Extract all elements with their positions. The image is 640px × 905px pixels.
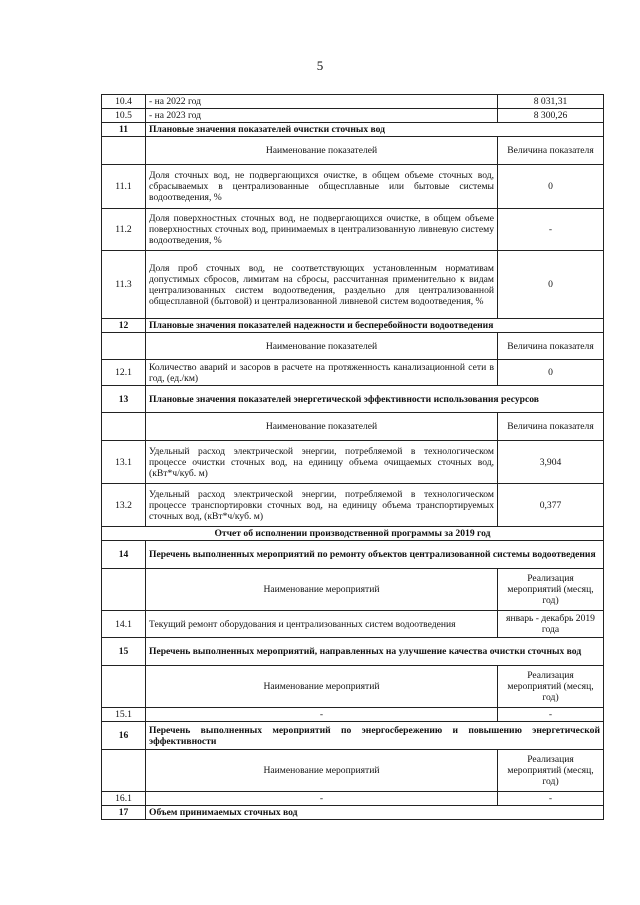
- row-number: 10.4: [102, 95, 146, 109]
- row-value: -: [498, 708, 604, 722]
- table-row: [102, 109, 604, 123]
- row-label: - на 2022 год: [146, 95, 498, 109]
- section-number: 11: [102, 123, 146, 137]
- table-row: [102, 484, 604, 527]
- report-title: Отчет об исполнении производственной программы за 2019 год: [102, 527, 604, 541]
- row-label: Текущий ремонт оборудования и централизованных систем водоотведения: [146, 611, 498, 638]
- row-label: Доля поверхностных сточных вод, не подвергающихся очистке, в общем объеме поверхностных сточных вод, принимаемых в централизованную ливневую систему водоотведения, %: [146, 209, 498, 251]
- empty-cell: [102, 750, 146, 792]
- column-header-name: Наименование показателей: [146, 333, 498, 360]
- section-title: Перечень выполненных мероприятий, направленных на улучшение качества очистки сточных вод: [146, 638, 604, 666]
- row-number: 11.2: [102, 209, 146, 251]
- row-number: 10.5: [102, 109, 146, 123]
- row-value: -: [498, 792, 604, 806]
- row-label: - на 2023 год: [146, 109, 498, 123]
- section-header-row: [102, 806, 604, 820]
- row-value: -: [498, 209, 604, 251]
- section-number: 14: [102, 541, 146, 569]
- column-header-value: Реализация мероприятий (месяц, год): [498, 569, 604, 611]
- table-row: [102, 708, 604, 722]
- section-number: 13: [102, 386, 146, 413]
- row-label: -: [146, 708, 498, 722]
- row-label: Доля сточных вод, не подвергающихся очистке, в общем объеме сточных вод, сбрасываемых в централизованные общесплавные или бытовые системы водоотведения, %: [146, 165, 498, 209]
- empty-cell: [102, 666, 146, 708]
- column-header-row: [102, 413, 604, 441]
- section-header-row: [102, 386, 604, 413]
- table-row: [102, 441, 604, 484]
- row-number: 13.1: [102, 441, 146, 484]
- section-title: Перечень выполненных мероприятий по ремонту объектов централизованной системы водоотведения: [146, 541, 604, 569]
- section-number: 15: [102, 638, 146, 666]
- row-label: Доля проб сточных вод, не соответствующих установленным нормативам допустимых сбросов, лимитам на сбросы, рассчитанная применительно к видам централизованных систем водоотведения, раздельно для централизованной общесплавной (бытовой) и централизованной ливневой систем водоотведения, %: [146, 251, 498, 319]
- column-header-name: Наименование мероприятий: [146, 750, 498, 792]
- section-title: Объем принимаемых сточных вод: [146, 806, 604, 820]
- row-label: Удельный расход электрической энергии, потребляемой в технологическом процессе очистки сточных вод, на единицу объема очищаемых сточных вод, (кВт*ч/куб. м): [146, 441, 498, 484]
- table-row: [102, 611, 604, 638]
- table-row: [102, 792, 604, 806]
- column-header-name: Наименование показателей: [146, 137, 498, 165]
- empty-cell: [102, 569, 146, 611]
- section-header-row: [102, 541, 604, 569]
- row-value: 0: [498, 360, 604, 386]
- column-header-row: [102, 333, 604, 360]
- table-row: [102, 360, 604, 386]
- section-number: 16: [102, 722, 146, 750]
- section-header-row: [102, 638, 604, 666]
- row-label: Удельный расход электрической энергии, потребляемой в технологическом процессе транспортировки сточных вод, на единицу объема транспортируемых сточных вод, (кВт*ч/куб. м): [146, 484, 498, 527]
- column-header-value: Реализация мероприятий (месяц, год): [498, 750, 604, 792]
- row-label: Количество аварий и засоров в расчете на протяженность канализационной сети в год, (ед./км): [146, 360, 498, 386]
- report-title-row: [102, 527, 604, 541]
- column-header-value: Реализация мероприятий (месяц, год): [498, 666, 604, 708]
- empty-cell: [102, 137, 146, 165]
- row-number: 16.1: [102, 792, 146, 806]
- section-title: Плановые значения показателей энергетической эффективности использования ресурсов: [146, 386, 604, 413]
- empty-cell: [102, 333, 146, 360]
- programme-table: [101, 94, 604, 820]
- table-row: [102, 95, 604, 109]
- column-header-value: Величина показателя: [498, 137, 604, 165]
- section-title: Плановые значения показателей очистки сточных вод: [146, 123, 604, 137]
- page-number: 5: [316, 58, 324, 73]
- row-number: 13.2: [102, 484, 146, 527]
- section-header-row: [102, 319, 604, 333]
- column-header-row: [102, 750, 604, 792]
- section-title: Перечень выполненных мероприятий по энергосбережению и повышению энергетической эффективности: [146, 722, 604, 750]
- row-value: январь - декабрь 2019 года: [498, 611, 604, 638]
- row-number: 11.3: [102, 251, 146, 319]
- row-value: 8 031,31: [498, 95, 604, 109]
- section-number: 17: [102, 806, 146, 820]
- column-header-row: [102, 666, 604, 708]
- section-header-row: [102, 123, 604, 137]
- row-value: 0: [498, 165, 604, 209]
- column-header-name: Наименование показателей: [146, 413, 498, 441]
- section-number: 12: [102, 319, 146, 333]
- table-row: [102, 165, 604, 209]
- column-header-value: Величина показателя: [498, 333, 604, 360]
- row-value: 0,377: [498, 484, 604, 527]
- table-row: [102, 209, 604, 251]
- column-header-name: Наименование мероприятий: [146, 666, 498, 708]
- empty-cell: [102, 413, 146, 441]
- row-label: -: [146, 792, 498, 806]
- row-number: 11.1: [102, 165, 146, 209]
- row-number: 12.1: [102, 360, 146, 386]
- row-value: 0: [498, 251, 604, 319]
- section-title: Плановые значения показателей надежности и бесперебойности водоотведения: [146, 319, 604, 333]
- row-number: 15.1: [102, 708, 146, 722]
- column-header-name: Наименование мероприятий: [146, 569, 498, 611]
- row-number: 14.1: [102, 611, 146, 638]
- column-header-value: Величина показателя: [498, 413, 604, 441]
- column-header-row: [102, 137, 604, 165]
- table-row: [102, 251, 604, 319]
- column-header-row: [102, 569, 604, 611]
- row-value: 8 300,26: [498, 109, 604, 123]
- row-value: 3,904: [498, 441, 604, 484]
- section-header-row: [102, 722, 604, 750]
